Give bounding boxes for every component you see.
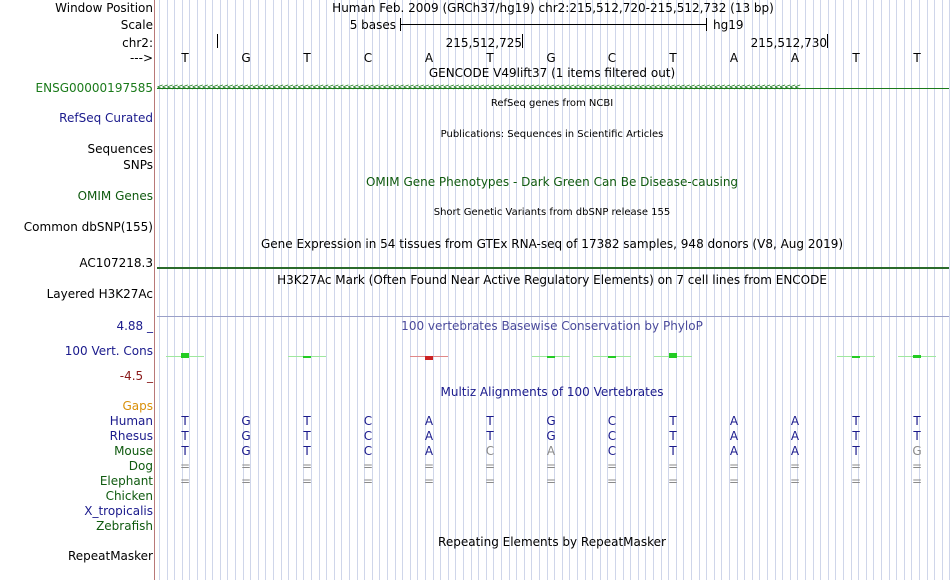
aligned-base: C [363, 444, 373, 458]
multiz-track-title: Multiz Alignments of 100 Vertebrates [440, 385, 664, 399]
common-dbsnp-label[interactable]: Common dbSNP(155) [23, 220, 153, 234]
gtex-gene-label[interactable]: AC107218.3 [79, 256, 153, 270]
publications-track-title: Publications: Sequences in Scientific Articles [440, 129, 664, 140]
coord-tick-2 [827, 34, 828, 48]
aligned-base: T [852, 429, 860, 443]
refseq-track-title: RefSeq genes from NCBI [490, 98, 614, 109]
conservation-min-label: -4.5 _ [119, 369, 153, 383]
gene-track-item[interactable] [157, 81, 949, 95]
aligned-base: C [607, 444, 617, 458]
gene-id-label[interactable]: ENSG00000197585 [35, 81, 153, 95]
gaps-label[interactable]: Gaps [122, 399, 153, 413]
aligned-base: T [486, 429, 494, 443]
species-label-zebrafish[interactable]: Zebrafish [96, 519, 153, 533]
reference-base: C [607, 51, 617, 65]
conservation-bar [547, 356, 555, 358]
dbsnp-track-title: Short Genetic Variants from dbSNP release 155 [433, 207, 671, 218]
aligned-base: = [606, 474, 618, 488]
aligned-base: T [669, 444, 677, 458]
coordinate-1: 215,512,725 [445, 36, 522, 50]
aligned-base: = [484, 474, 496, 488]
aligned-base: G [546, 414, 556, 428]
strand-arrows: <<<<<<<<<<<<<<<<<<<<<<<<<<<<<<<<<<<<<<<<<<<<<<<<<<<<<<<<<<<<<<<<<<<<<<<<<<<<<<<<<<<<<<<<<<<<<<<<<<<<<<<<<<<<<<<<<<<<<<<<<<<<<<<< [157, 82, 800, 93]
conservation-track-title: 100 vertebrates Basewise Conservation by PhyloP [401, 319, 703, 333]
scale-bar-tick-left [400, 18, 401, 31]
aligned-base: T [913, 414, 921, 428]
reference-base: T [303, 51, 311, 65]
strand-arrow-label: ---> [129, 51, 153, 65]
h3k27ac-baseline [157, 316, 949, 317]
aligned-base: A [729, 414, 739, 428]
aligned-base: = [850, 459, 862, 473]
h3k27ac-track-title: H3K27Ac Mark (Often Found Near Active Regulatory Elements) on 7 cell lines from ENCODE [277, 273, 827, 287]
aligned-base: = [240, 474, 252, 488]
sequences-label[interactable]: Sequences [87, 142, 153, 156]
aligned-base: = [545, 474, 557, 488]
aligned-base: A [546, 444, 556, 458]
coord-tick-0 [217, 34, 218, 48]
omim-genes-label[interactable]: OMIM Genes [77, 189, 153, 203]
species-label-x_tropicalis[interactable]: X_tropicalis [84, 504, 153, 518]
conservation-bar [913, 355, 921, 358]
aligned-base: = [850, 474, 862, 488]
layered-h3k27ac-label[interactable]: Layered H3K27Ac [46, 287, 153, 301]
reference-base: G [546, 51, 556, 65]
aligned-base: G [241, 444, 251, 458]
aligned-base: = [606, 459, 618, 473]
aligned-base: = [789, 459, 801, 473]
reference-base: A [424, 51, 434, 65]
scale-bar-tick-right [706, 18, 707, 31]
conservation-bar [608, 356, 616, 358]
reference-base: T [486, 51, 494, 65]
refseq-curated-label[interactable]: RefSeq Curated [59, 111, 153, 125]
vert-cons-label[interactable]: 100 Vert. Cons [64, 344, 153, 358]
conservation-bar [303, 356, 311, 358]
aligned-base: T [852, 414, 860, 428]
aligned-base: C [607, 414, 617, 428]
gtex-expression-bar[interactable] [157, 267, 949, 269]
coord-tick-1 [522, 34, 523, 48]
window-position-value: Human Feb. 2009 (GRCh37/hg19) chr2:215,512,720-215,512,732 (13 bp) [332, 1, 774, 15]
reference-base: A [729, 51, 739, 65]
chromosome-label: chr2: [122, 36, 153, 50]
aligned-base: = [484, 459, 496, 473]
reference-base: G [241, 51, 251, 65]
conservation-bar [181, 353, 189, 358]
aligned-base: T [669, 414, 677, 428]
aligned-base: = [728, 474, 740, 488]
aligned-base: = [240, 459, 252, 473]
aligned-base: G [912, 444, 922, 458]
aligned-base: G [241, 429, 251, 443]
reference-base: C [363, 51, 373, 65]
aligned-base: = [667, 474, 679, 488]
aligned-base: = [179, 474, 191, 488]
aligned-base: T [181, 414, 189, 428]
coordinate-2: 215,512,730 [750, 36, 827, 50]
aligned-base: T [669, 429, 677, 443]
scale-label: Scale [120, 18, 153, 32]
scale-bar-right-text: hg19 [713, 18, 744, 32]
conservation-bar [852, 356, 860, 358]
species-label-human[interactable]: Human [109, 414, 153, 428]
aligned-base: A [729, 429, 739, 443]
species-label-mouse[interactable]: Mouse [114, 444, 153, 458]
repeatmasker-track-title: Repeating Elements by RepeatMasker [438, 535, 666, 549]
window-position-label: Window Position [55, 1, 153, 15]
aligned-base: T [303, 414, 311, 428]
reference-base: T [669, 51, 677, 65]
aligned-base: A [729, 444, 739, 458]
omim-track-title: OMIM Gene Phenotypes - Dark Green Can Be Disease-causing [365, 175, 739, 189]
aligned-base: = [667, 459, 679, 473]
repeatmasker-label[interactable]: RepeatMasker [67, 549, 153, 563]
aligned-base: C [485, 444, 495, 458]
aligned-base: T [181, 429, 189, 443]
aligned-base: C [363, 414, 373, 428]
aligned-base: G [546, 429, 556, 443]
gencode-track-title: GENCODE V49lift37 (1 items filtered out) [428, 66, 676, 80]
aligned-base: = [728, 459, 740, 473]
aligned-base: G [241, 414, 251, 428]
aligned-base: = [301, 459, 313, 473]
species-label-elephant[interactable]: Elephant [99, 474, 153, 488]
aligned-base: = [179, 459, 191, 473]
species-label-chicken[interactable]: Chicken [105, 489, 153, 503]
aligned-base: A [790, 414, 800, 428]
aligned-base: C [363, 429, 373, 443]
aligned-base: = [911, 459, 923, 473]
reference-base: T [852, 51, 860, 65]
reference-base: T [181, 51, 189, 65]
reference-base: A [790, 51, 800, 65]
species-label-dog[interactable]: Dog [128, 459, 153, 473]
aligned-base: C [607, 429, 617, 443]
aligned-base: = [789, 474, 801, 488]
aligned-base: = [545, 459, 557, 473]
aligned-base: T [913, 429, 921, 443]
conservation-bar [669, 353, 677, 358]
aligned-base: = [301, 474, 313, 488]
aligned-base: = [362, 459, 374, 473]
scale-bar-left-text: 5 bases [349, 18, 396, 32]
aligned-base: A [424, 429, 434, 443]
aligned-base: = [423, 459, 435, 473]
aligned-base: T [852, 444, 860, 458]
aligned-base: = [423, 474, 435, 488]
species-label-rhesus[interactable]: Rhesus [109, 429, 153, 443]
aligned-base: A [424, 444, 434, 458]
gtex-track-title: Gene Expression in 54 tissues from GTEx RNA-seq of 17382 samples, 948 donors (V8, Aug 2019) [260, 237, 844, 251]
conservation-max-label: 4.88 _ [116, 319, 153, 333]
aligned-base: A [790, 429, 800, 443]
aligned-base: T [303, 444, 311, 458]
snps-label[interactable]: SNPs [123, 158, 153, 172]
aligned-base: A [790, 444, 800, 458]
aligned-base: A [424, 414, 434, 428]
reference-base: T [913, 51, 921, 65]
aligned-base: = [362, 474, 374, 488]
aligned-base: = [911, 474, 923, 488]
aligned-base: T [303, 429, 311, 443]
label-separator[interactable] [154, 0, 155, 580]
aligned-base: T [181, 444, 189, 458]
aligned-base: T [486, 414, 494, 428]
scale-bar-line [400, 24, 706, 25]
conservation-bar [425, 356, 433, 360]
